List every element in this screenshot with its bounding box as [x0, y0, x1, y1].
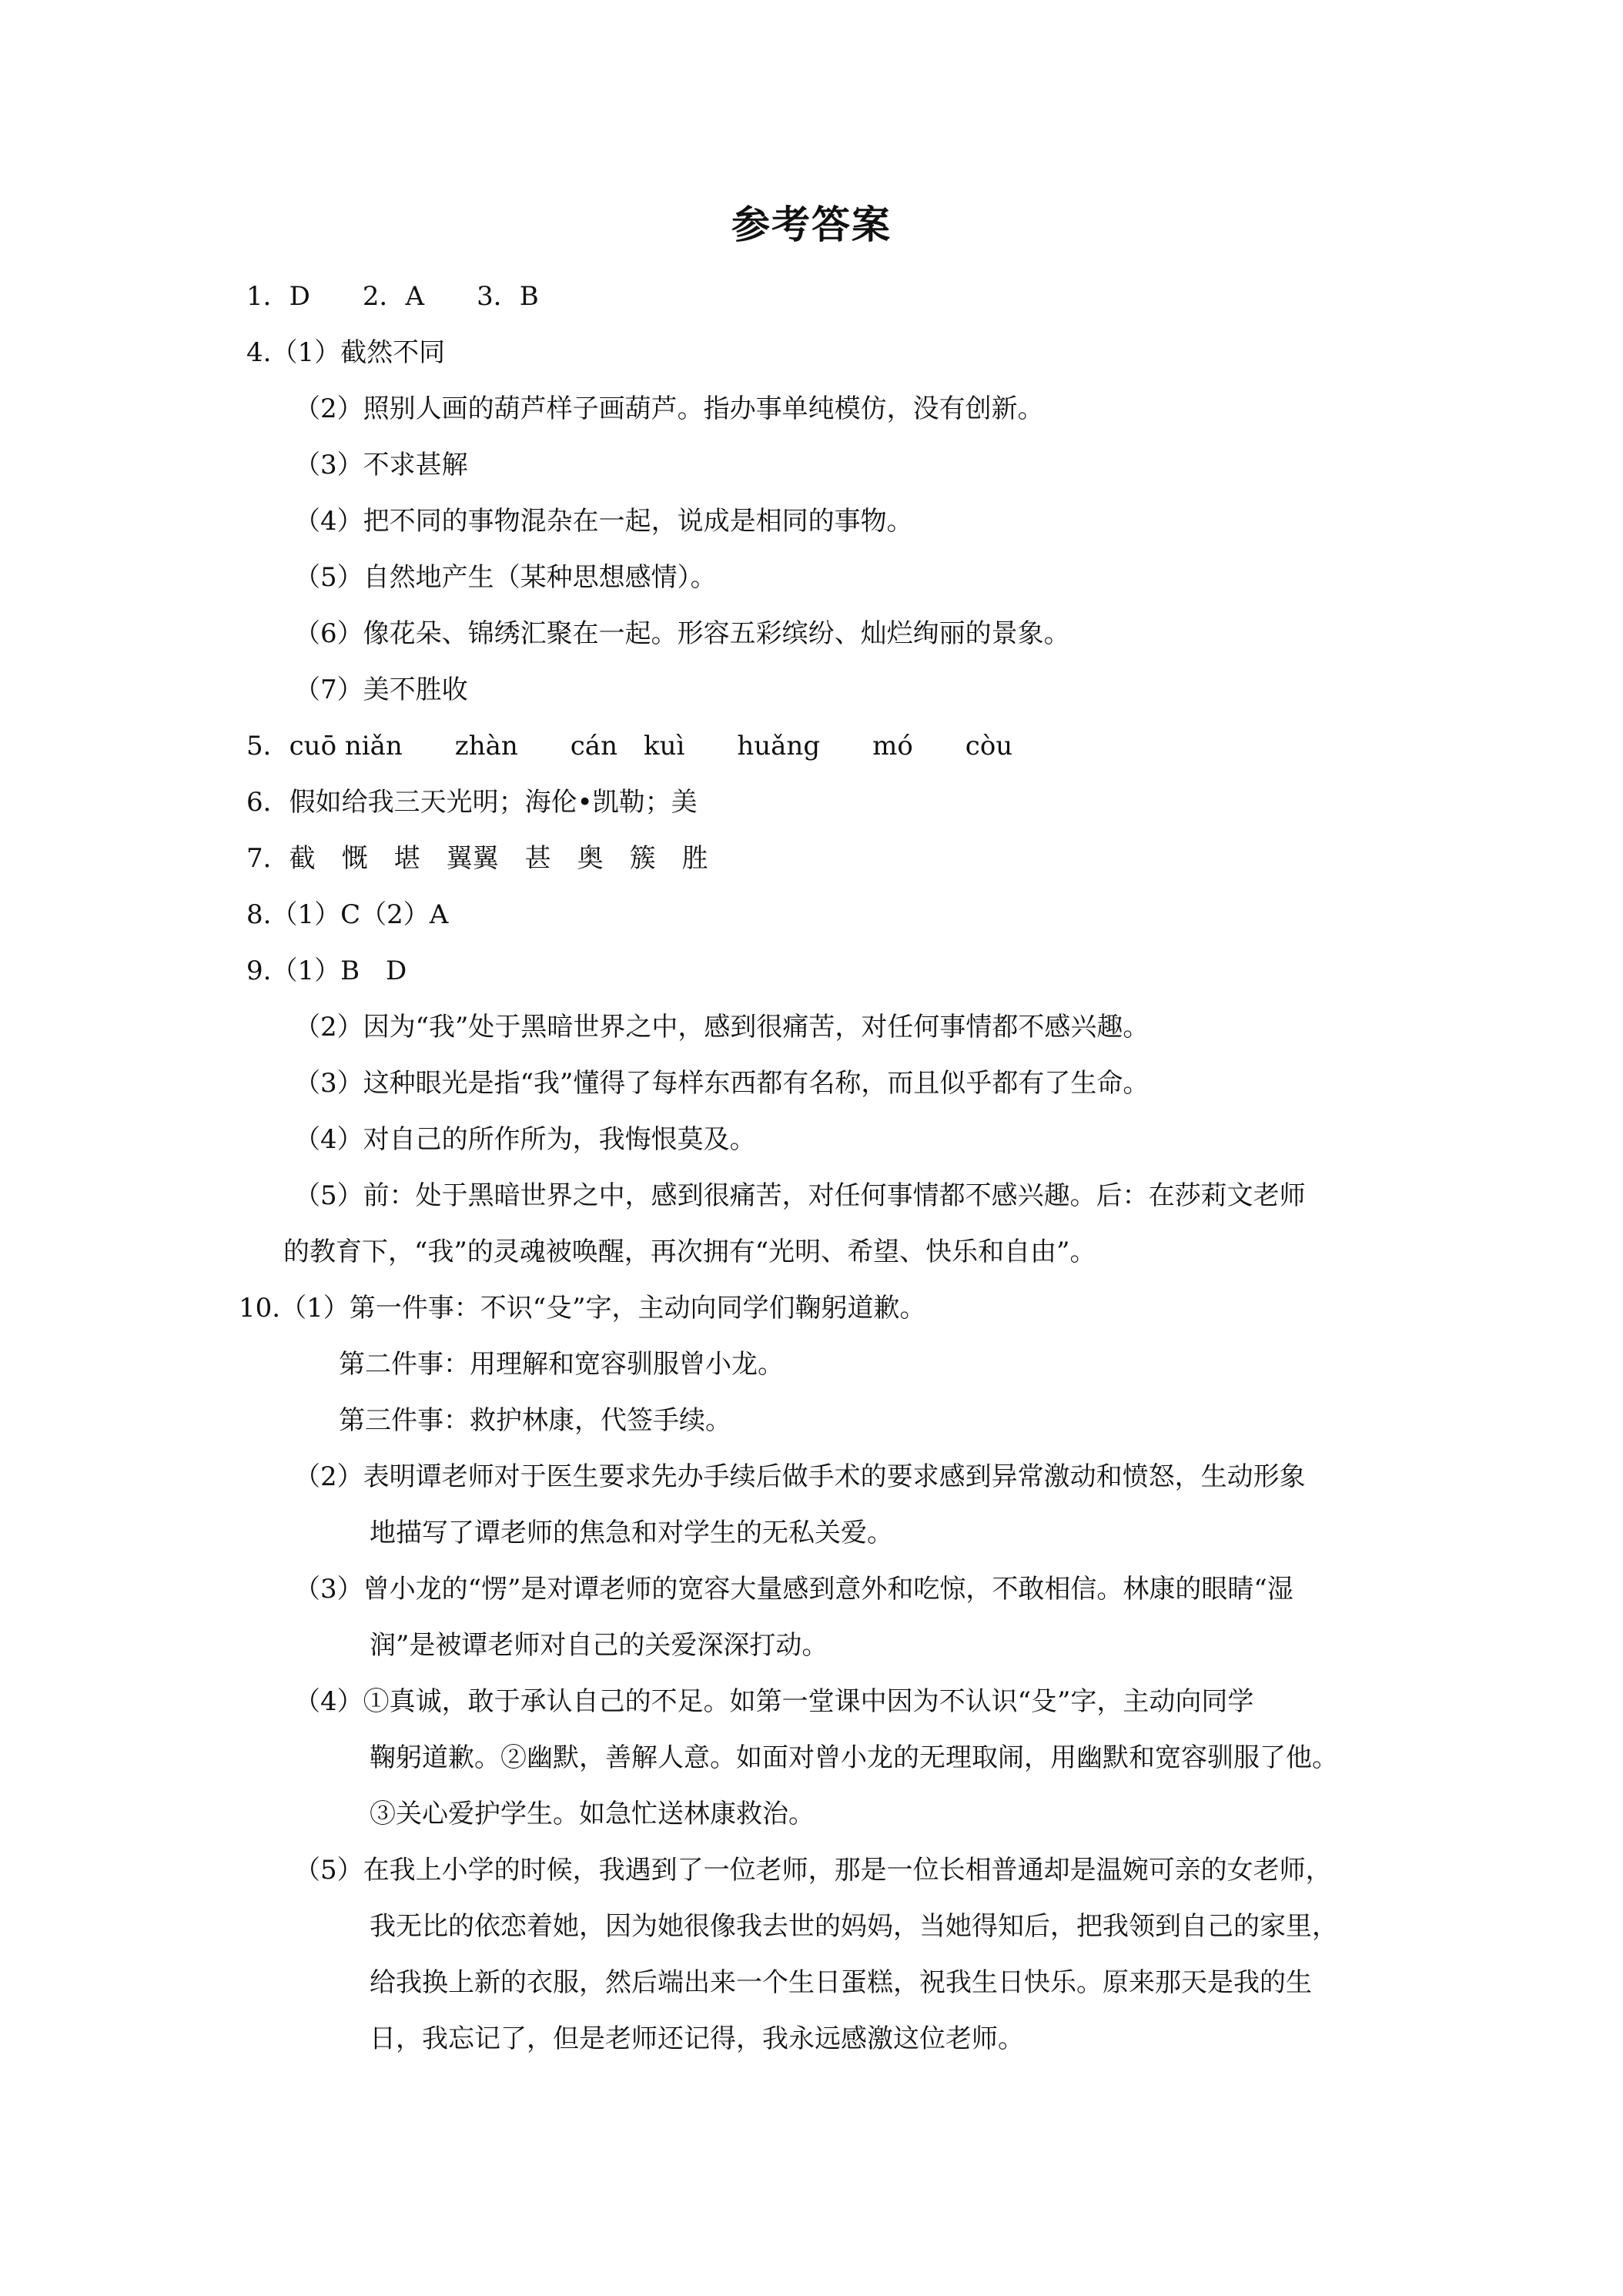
answer-4-4: （4）把不同的事物混杂在一起，说成是相同的事物。 [294, 506, 913, 537]
answer-10-5-cont-2: 给我换上新的衣服，然后端出来一个生日蛋糕，祝我生日快乐。原来那天是我的生 [370, 1967, 1312, 1998]
answer-10-5: （5）在我上小学的时候，我遇到了一位老师，那是一位长相普通却是温婉可亲的女老师， [294, 1855, 1332, 1886]
answer-9-5-cont: 的教育下，“我”的灵魂被唤醒，再次拥有“光明、希望、快乐和自由”。 [283, 1237, 1096, 1267]
answer-10-2-cont: 地描写了谭老师的焦急和对学生的无私关爱。 [370, 1518, 893, 1548]
answer-4-5: （5）自然地产生（某种思想感情）。 [294, 562, 717, 593]
answer-7: 7．截 慨 堪 翼翼 甚 奥 簇 胜 [246, 843, 708, 874]
answer-4-2: （2）照别人画的葫芦样子画葫芦。指办事单纯模仿，没有创新。 [294, 393, 1044, 424]
answer-10-4: （4）①真诚，敢于承认自己的不足。如第一堂课中因为不认识“殳”字，主动向同学 [294, 1686, 1254, 1717]
answer-10-2: （2）表明谭老师对于医生要求先办手续后做手术的要求感到异常激动和愤怒，生动形象 [294, 1461, 1306, 1492]
answer-9-1: 9.（1）B D [246, 956, 407, 986]
answer-10-5-cont-3: 日，我忘记了，但是老师还记得，我永远感激这位老师。 [370, 2023, 1024, 2054]
answer-5: 5．cuō niǎn zhàn cán kuì huǎng mó còu [246, 731, 1013, 761]
answer-10-4-cont-2: ③关心爱护学生。如急忙送林康救治。 [370, 1799, 815, 1829]
answer-10-1-event-3: 第三件事：救护林康，代签手续。 [339, 1405, 731, 1436]
answer-9-5: （5）前：处于黑暗世界之中，感到很痛苦，对任何事情都不感兴趣。后：在莎莉文老师 [294, 1180, 1306, 1211]
answer-8: 8.（1）C（2）A [246, 899, 449, 930]
answer-6: 6．假如给我三天光明；海伦•凯勒；美 [246, 787, 698, 818]
answer-4-3: （3）不求甚解 [294, 450, 468, 480]
answer-1-3: 1．D 2．A 3．B [246, 281, 539, 312]
answer-10-1-event-2: 第二件事：用理解和宽容驯服曾小龙。 [339, 1349, 784, 1380]
answer-10-1: 10.（1）第一件事：不识“殳”字，主动向同学们鞠躬道歉。 [239, 1293, 926, 1324]
answer-9-4: （4）对自己的所作所为，我悔恨莫及。 [294, 1124, 756, 1155]
answer-10-4-cont-1: 鞠躬道歉。②幽默，善解人意。如面对曾小龙的无理取闹，用幽默和宽容驯服了他。 [370, 1742, 1338, 1773]
answer-9-3: （3）这种眼光是指“我”懂得了每样东西都有名称，而且似乎都有了生命。 [294, 1068, 1149, 1099]
answer-10-3: （3）曾小龙的“愣”是对谭老师的宽容大量感到意外和吃惊，不敢相信。林康的眼睛“湿 [294, 1574, 1293, 1605]
answer-10-3-cont: 润”是被谭老师对自己的关爱深深打动。 [370, 1630, 828, 1661]
answer-9-2: （2）因为“我”处于黑暗世界之中，感到很痛苦，对任何事情都不感兴趣。 [294, 1012, 1149, 1043]
answer-10-5-cont-1: 我无比的依恋着她，因为她很像我去世的妈妈，当她得知后，把我领到自己的家里， [370, 1911, 1338, 1942]
answer-4-7: （7）美不胜收 [294, 674, 468, 705]
page-title: 参考答案 [731, 202, 892, 247]
answer-4-1: 4.（1）截然不同 [246, 337, 446, 368]
answer-4-6: （6）像花朵、锦绣汇聚在一起。形容五彩缤纷、灿烂绚丽的景象。 [294, 618, 1070, 649]
